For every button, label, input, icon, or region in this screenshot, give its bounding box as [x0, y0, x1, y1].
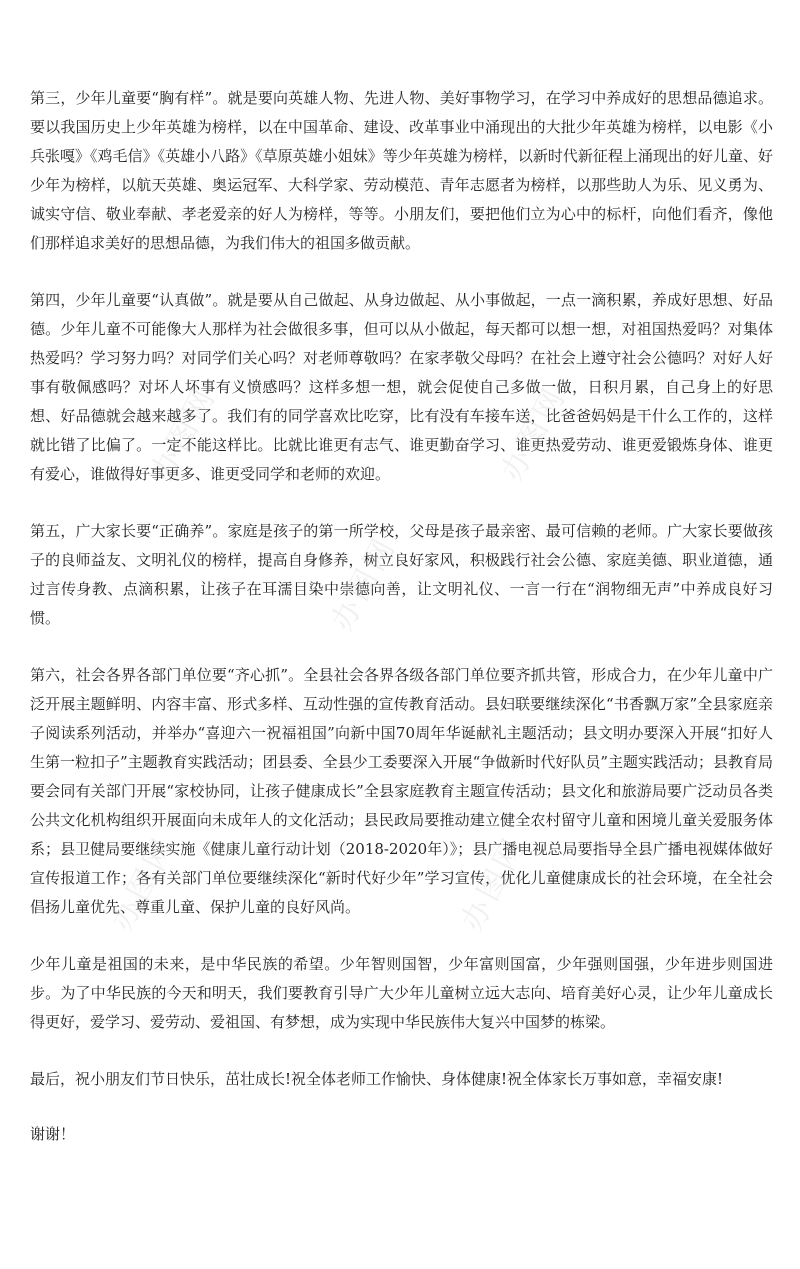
- paragraph-fifth: 第五，广大家长要“正确养”。家庭是孩子的第一所学校，父母是孩子最亲密、最可信赖的老师。广大家长要做孩子的良师益友、文明礼仪的榜样，提高自身修养，树立良好家风，积极践行社会公德、家庭美德、职业道德，通过言传身教、点滴积累，让孩子在耳濡目染中崇德向善，让文明礼仪、一言一行在“润物细无声”中养成良好习惯。: [30, 522, 773, 627]
- watermark-2: 办图网: [494, 380, 574, 487]
- paragraph-future: 少年儿童是祖国的未来，是中华民族的希望。少年智则国智，少年富则国富，少年强则国强，少年进步则国进步。为了中华民族的今天和明天，我们要教育引导广大少年儿童树立远大志向、培育美好心灵，让少年儿童成长得更好，爱学习、爱劳动、爱祖国、有梦想，成为实现中华民族伟大复兴中国梦的栋梁。: [30, 955, 773, 1031]
- paragraph-thanks: 谢谢！: [30, 1125, 76, 1143]
- watermark-1: 办图网: [144, 380, 224, 487]
- paragraph-fourth: 第四，少年儿童要“认真做”。就是要从自己做起、从身边做起、从小事做起，一点一滴积累，养成好思想、好品德。少年儿童不可能像大人那样为社会做很多事，但可以从小做起，每天都可以想一想，对祖国热爱吗？对集体热爱吗？学习努力吗？对同学们关心吗？对老师尊敬吗？在家孝敬父母吗？在社会上遵守社会公德吗？对好人好事有敬佩感吗？对坏人坏事有义愤感吗？这样多想一想，就会促使自己多做一做，日积月累，自己身上的好思想、好品德就会越来越多了。我们有的同学喜欢比吃穿，比有没有车接车送，比爸爸妈妈是干什么工作的，这样就比错了比偏了。一定不能这样比。比就比谁更有志气、谁更勤奋学习、谁更热爱劳动、谁更爱锻炼身体、谁更有爱心，谁做得好事更多、谁更受同学和老师的欢迎。: [30, 291, 773, 483]
- watermark-3: 办图网: [324, 530, 404, 637]
- paragraph-sixth: 第六，社会各界各部门单位要“齐心抓”。全县社会各界各级各部门单位要齐抓共管，形成合力，在少年儿童中广泛开展主题鲜明、内容丰富、形式多样、互动性强的宣传教育活动。县妇联要继续深化“书香飘万家”全县家庭亲子阅读系列活动，并举办“喜迎六一祝福祖国”向新中国70周年华诞献礼主题活动；县文明办要深入开展“扣好人生第一粒扣子”主题教育实践活动；团县委、全县少工委要深入开展“争做新时代好队员”主题实践活动；县教育局要会同有关部门开展“家校协同，让孩子健康成长”全县家庭教育主题宣传活动；县文化和旅游局要广泛动员各类公共文化机构组织开展面向未成年人的文化活动；县民政局要推动建立健全农村留守儿童和困境儿童关爱服务体系；县卫健局要继续实施《健康儿童行动计划（2018-2020年）》；县广播电视总局要指导全县广播电视媒体做好宣传报道工作；各有关部门单位要继续深化“新时代好少年”学习宣传，优化儿童健康成长的社会环境，在全社会倡扬儿童优先、尊重儿童、保护儿童的良好风尚。: [30, 666, 774, 916]
- watermark-4: 办图网: [104, 830, 184, 937]
- paragraph-closing-wishes: 最后，祝小朋友们节日快乐，茁壮成长!祝全体老师工作愉快、身体健康!祝全体家长万事如意，幸福安康!: [30, 1070, 724, 1088]
- watermark-5: 办图网: [454, 830, 534, 937]
- paragraph-third: 第三，少年儿童要“胸有样”。就是要向英雄人物、先进人物、美好事物学习，在学习中养成好的思想品德追求。要以我国历史上少年英雄为榜样，以在中国革命、建设、改革事业中涌现出的大批少年英雄为榜样，以电影《小兵张嘎》《鸡毛信》《英雄小八路》《草原英雄小姐妹》等少年英雄为榜样，以新时代新征程上涌现出的好儿童、好少年为榜样，以航天英雄、奥运冠军、大科学家、劳动模范、青年志愿者为榜样，以那些助人为乐、见义勇为、诚实守信、敬业奉献、孝老爱亲的好人为榜样，等等。小朋友们，要把他们立为心中的标杆，向他们看齐，像他们那样追求美好的思想品德，为我们伟大的祖国多做贡献。: [30, 89, 773, 252]
